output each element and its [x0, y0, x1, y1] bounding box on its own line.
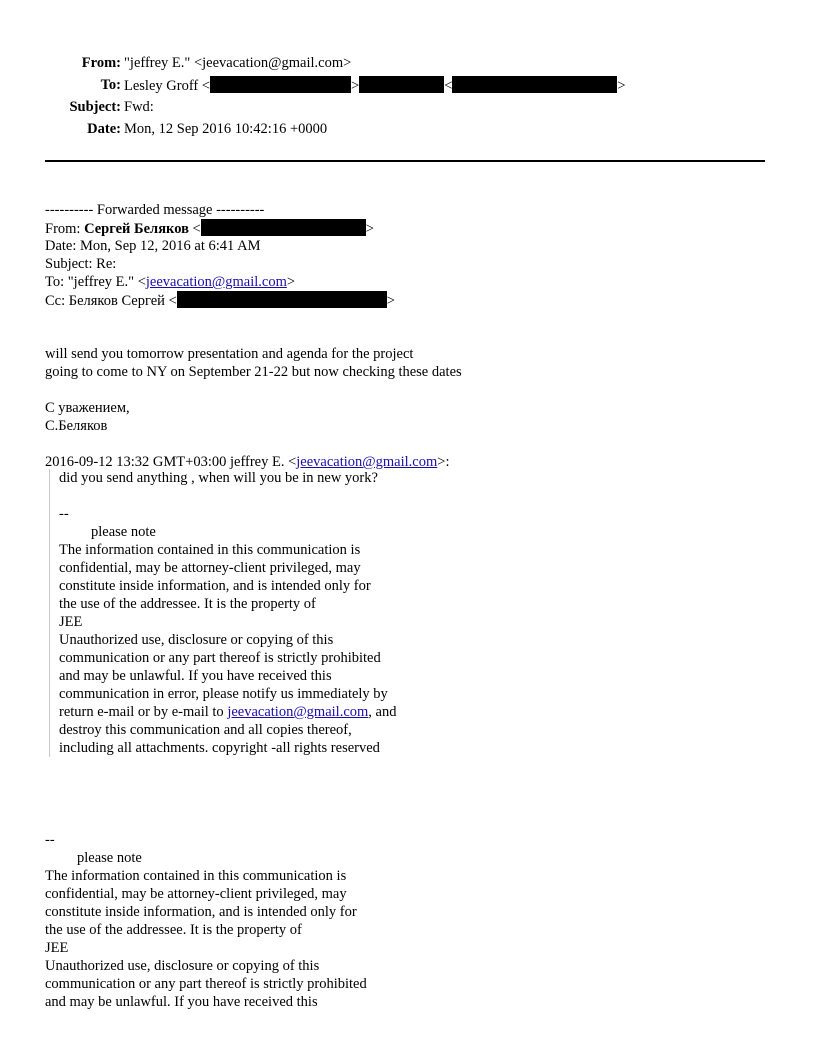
to-label: To:: [100, 77, 121, 93]
forwarded-cc: Cc: Беляков Сергей < >: [45, 293, 395, 309]
disclaimer-line: constitute inside information, and is intended only for: [59, 578, 371, 594]
disclaimer-line: The information contained in this communication is: [59, 542, 361, 558]
disclaimer-line: the use of the addressee. It is the property of: [45, 922, 302, 938]
disclaimer-line: Unauthorized use, disclosure or copying of this: [45, 958, 320, 974]
disclaimer-line: JEE: [59, 614, 83, 630]
greeting: С уважением,: [45, 400, 130, 416]
disclaimer-line: destroy this communication and all copies thereof,: [59, 722, 352, 738]
disclaimer-line: JEE: [45, 940, 69, 956]
from-value: "jeffrey E." <jeevacation@gmail.com>: [124, 55, 352, 71]
to-value: [124, 76, 626, 95]
sig-dashes: --: [45, 832, 55, 848]
disclaimer-line: return e-mail or by e-mail to jeevacation@gmail.com, and: [59, 704, 397, 720]
forwarded-subject: Subject: Re:: [45, 256, 117, 272]
disclaimer-line: The information contained in this communication is: [45, 868, 347, 884]
footer-disclaimer: [45, 831, 367, 1011]
please-note: please note: [91, 524, 156, 540]
message-body: [45, 345, 462, 471]
to-separator: >: [351, 78, 360, 94]
quoted-message: [49, 469, 479, 757]
header-divider: [45, 160, 765, 162]
disclaimer-line: and may be unlawful. If you have received this: [45, 994, 318, 1010]
disclaimer-line: the use of the addressee. It is the property of: [59, 596, 316, 612]
email-link[interactable]: jeevacation@gmail.com: [145, 274, 287, 290]
forwarded-to: To: "jeffrey E." <jeevacation@gmail.com>: [45, 274, 296, 290]
from-label: From:: [81, 55, 121, 71]
redaction-block: [210, 76, 351, 93]
forwarded-from-name: Сергей Беляков: [84, 221, 189, 237]
redaction-block: [177, 291, 387, 308]
email-link[interactable]: jeevacation@gmail.com: [296, 454, 438, 470]
date-value: Mon, 12 Sep 2016 10:42:16 +0000: [124, 121, 328, 137]
email-link[interactable]: jeevacation@gmail.com: [227, 704, 369, 720]
subject-value: Fwd:: [124, 99, 154, 115]
forwarded-date: Date: Mon, Sep 12, 2016 at 6:41 AM: [45, 238, 261, 254]
forwarded-headers: [45, 201, 395, 309]
disclaimer-line: Unauthorized use, disclosure or copying of this: [59, 632, 334, 648]
disclaimer-line: communication in error, please notify us immediately by: [59, 686, 388, 702]
forwarded-divider: ---------- Forwarded message ----------: [45, 202, 265, 218]
redaction-block: [452, 76, 617, 93]
signature: С.Беляков: [45, 418, 108, 434]
subject-label: Subject:: [69, 99, 121, 115]
disclaimer-line: communication or any part thereof is strictly prohibited: [45, 976, 367, 992]
sig-dashes: --: [59, 506, 69, 522]
date-label: Date:: [87, 121, 121, 137]
please-note: please note: [77, 850, 142, 866]
disclaimer-line: including all attachments. copyright -all rights reserved: [59, 740, 380, 756]
disclaimer-line: confidential, may be attorney-client privileged, may: [59, 560, 361, 576]
disclaimer-line: communication or any part thereof is strictly prohibited: [59, 650, 381, 666]
to-name: Lesley Groff <: [124, 78, 211, 94]
body-line: will send you tomorrow presentation and agenda for the project: [45, 346, 414, 362]
disclaimer-line: and may be unlawful. If you have received this: [59, 668, 332, 684]
quote-intro: 2016-09-12 13:32 GMT+03:00 jeffrey E. <jeevacation@gmail.com>:: [45, 454, 450, 470]
body-line: going to come to NY on September 21-22 but now checking these dates: [45, 364, 462, 380]
redaction-block: [201, 219, 366, 236]
disclaimer-line: constitute inside information, and is intended only for: [45, 904, 357, 920]
forwarded-from: From: Сергей Беляков < >: [45, 221, 374, 237]
redaction-block: [359, 76, 444, 93]
disclaimer-line: confidential, may be attorney-client privileged, may: [45, 886, 347, 902]
to-separator: <: [444, 78, 453, 94]
quoted-question: did you send anything , when will you be in new york?: [59, 470, 378, 486]
to-close: >: [617, 78, 626, 94]
